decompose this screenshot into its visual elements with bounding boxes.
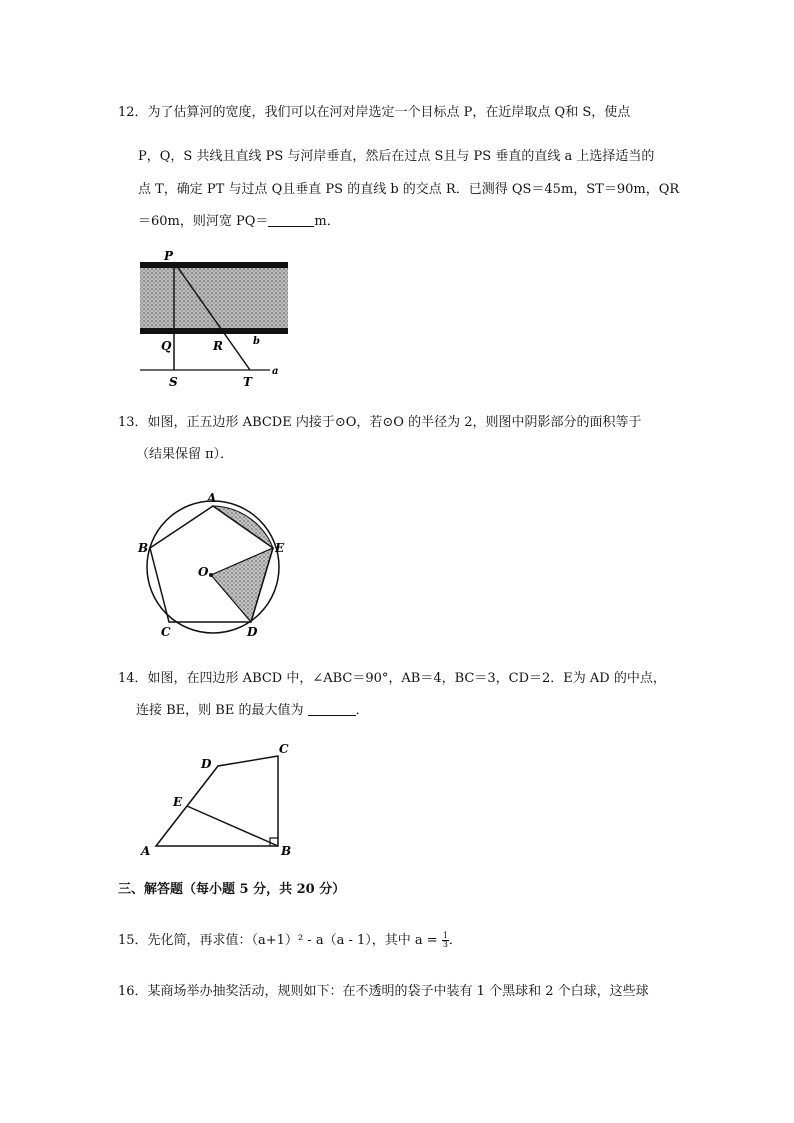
q14-line-2-after: ． [355,703,369,718]
label-a: A [141,844,151,858]
q12-line-2: P，Q，S 共线且直线 PS 与河岸垂直，然后在过点 S且与 PS 垂直的直线 a 上选择适当的 [138,149,655,164]
q13-line-2: （结果保留 π）． [136,447,234,462]
label-e: E [275,541,285,555]
q12-answer-blank [268,213,314,227]
q12-river-figure [135,248,295,390]
label-d: D [201,757,212,771]
label-s: S [169,375,178,389]
q15-fraction-numerator: 1 [442,931,448,940]
q14-line-1: 14．如图，在四边形 ABCD 中，∠ABC＝90°，AB＝4，BC＝3，CD＝2．E为 AD 的中点， [118,671,666,686]
q16-line-1: 16．某商场举办抽奖活动，规则如下：在不透明的袋子中装有 1 个黑球和 2 个白球，这些球 [118,984,649,999]
q15-end: ． [448,933,462,948]
q15-fraction-denominator: 3 [442,940,448,949]
label-e: E [173,795,183,809]
label-r: R [213,339,223,353]
label-c: C [279,742,289,756]
label-d: D [247,625,258,639]
section-3-heading: 三、解答题（每小题 5 分，共 20 分） [118,882,346,897]
q13-line-1: 13．如图，正五边形 ABCDE 内接于⊙O，若⊙O 的半径为 2，则图中阴影部分的面积等于 [118,415,642,430]
q14-line-2 [136,702,369,720]
label-b: B [281,844,292,858]
q15-text: 15．先化简，再求值：（a+1）² - a（a - 1），其中 a = [118,933,438,948]
river-shaded-area [140,266,288,330]
q14-line-2-before: 连接 BE，则 BE 的最大值为 [136,703,304,718]
label-b: b [253,336,260,347]
label-c: C [161,625,171,639]
near-bank-line-b [140,328,288,334]
label-b: B [138,541,149,555]
q13-pentagon-figure [135,484,295,644]
label-t: T [243,375,252,389]
center-point-o [209,573,213,577]
q14-answer-blank [308,702,356,716]
q15-line [118,932,462,950]
q12-line-1: 12．为了估算河的宽度，我们可以在河对岸选定一个目标点 P，在近岸取点 Q和 S，使点 [118,105,631,120]
q15-fraction [442,932,449,949]
q12-line-4-after: m． [314,214,340,229]
label-o: O [198,565,209,579]
q12-line-4 [138,213,340,231]
segment-be [187,806,278,846]
label-p: P [164,249,174,263]
far-bank [140,262,288,268]
q14-quadrilateral-figure [135,738,295,860]
label-a: A [207,491,217,505]
label-a: a [272,366,279,377]
shaded-triangle-oed [211,548,273,622]
q12-line-4-before: ＝60m，则河宽 PQ＝ [138,214,269,229]
q12-line-3: 点 T，确定 PT 与过点 Q且垂直 PS 的直线 b 的交点 R．已测得 QS＝45m，ST＝90m，QR [138,182,680,197]
label-q: Q [161,339,172,353]
